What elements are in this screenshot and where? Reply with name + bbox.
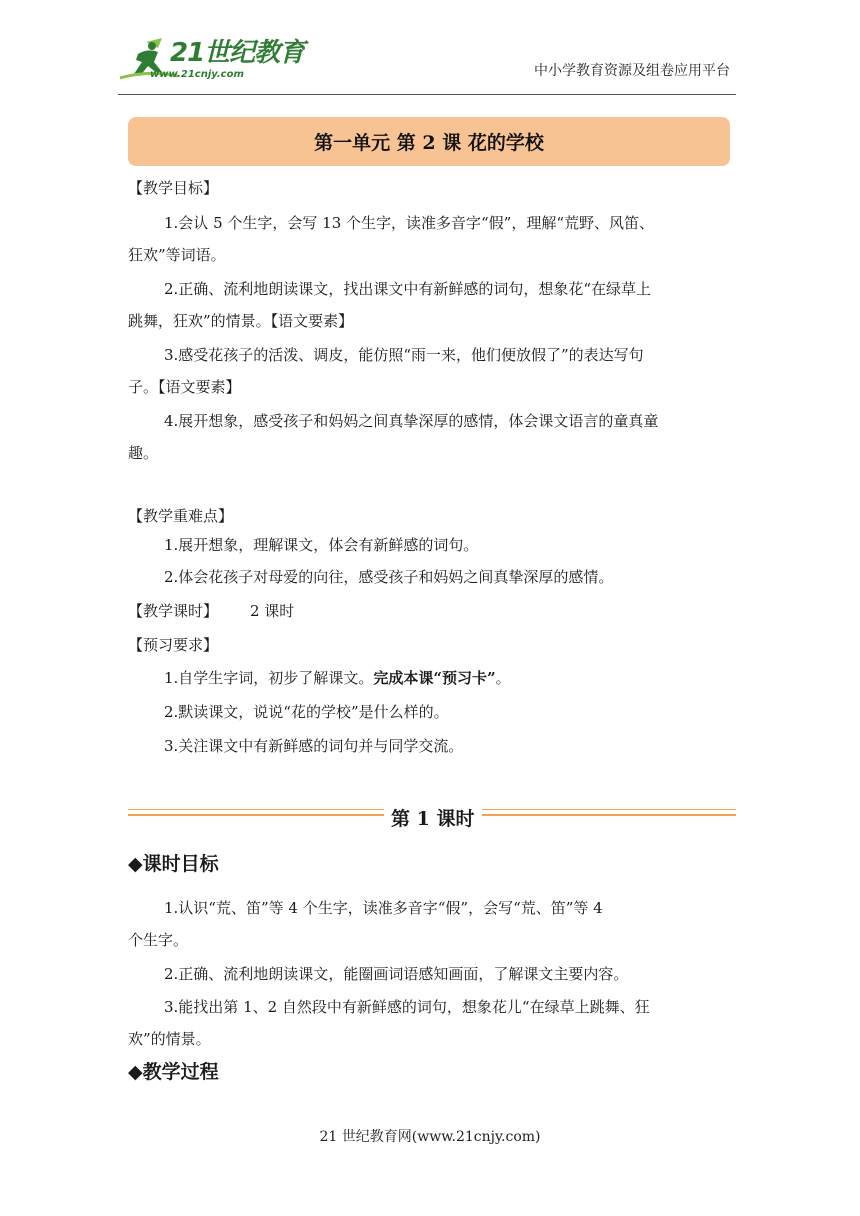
goal-line: 子。【语文要素】: [128, 378, 241, 396]
goal-line: 4.展开想象，感受孩子和妈妈之间真挚深厚的感情，体会课文语言的童真童: [164, 412, 659, 430]
preview-text: 1.自学生字词，初步了解课文。: [164, 669, 374, 687]
section-heading: 【教学重难点】: [128, 507, 234, 525]
objective-line: 3.能找出第 1、2 自然段中有新鲜感的词句，想象花儿“在绿草上跳舞、狂: [164, 998, 650, 1016]
goal-line: 趣。: [128, 444, 159, 462]
logo-url: www.21cnjy.com: [150, 69, 244, 80]
divider-right: [482, 806, 736, 816]
preview-line: [164, 668, 511, 688]
preview-emphasis: 完成本课“预习卡”: [373, 669, 496, 687]
objective-line: 1.认识“荒、笛”等 4 个生字，读准多音字“假”，会写“荒、笛”等 4: [164, 899, 603, 917]
objectives-section: [128, 898, 738, 1048]
preview-section: [128, 635, 738, 755]
class-hours-value: 2 课时: [250, 602, 295, 620]
page-footer: 21 世纪教育网(www.21cnjy.com): [319, 1129, 541, 1145]
goal-line: 跳舞，狂欢”的情景。【语文要素】: [128, 312, 354, 330]
title-banner: [128, 117, 730, 166]
goal-line: 2.正确、流利地朗读课文，找出课文中有新鲜感的词句，想象花“在绿草上: [164, 280, 651, 298]
page-title: 第一单元 第 2 课 花的学校: [314, 132, 544, 154]
platform-name: 中小学教育资源及组卷应用平台: [534, 63, 730, 79]
objectives-heading: ◆课时目标: [128, 853, 219, 875]
section-heading: 【预习要求】: [128, 636, 219, 654]
goal-line: 狂欢”等词语。: [128, 246, 226, 264]
objective-line: 欢”的情景。: [128, 1030, 211, 1048]
section-heading: 【教学课时】: [128, 602, 219, 620]
preview-line: 3.关注课文中有新鲜感的词句并与同学交流。: [164, 737, 464, 755]
logo-text: 21世纪教育: [170, 38, 305, 68]
section-heading: 【教学目标】: [128, 179, 219, 197]
keypoint-line: 1.展开想象，理解课文，体会有新鲜感的词句。: [164, 536, 479, 554]
preview-tail: 。: [495, 669, 511, 687]
lesson-title: 第 1 课时: [391, 808, 475, 830]
divider-left: [128, 806, 384, 816]
class-hours-row: [128, 601, 528, 623]
goal-line: 3.感受花孩子的活泼、调皮，能仿照“雨一来，他们便放假了”的表达写句: [164, 346, 644, 364]
teaching-goals-section: [128, 178, 738, 468]
goal-line: 1.会认 5 个生字，会写 13 个生字，读准多音字“假”，理解“荒野、风笛、: [164, 214, 655, 232]
key-points-section: [128, 506, 738, 586]
header-rule: [118, 94, 736, 95]
keypoint-line: 2.体会花孩子对母爱的向往，感受孩子和妈妈之间真挚深厚的感情。: [164, 568, 614, 586]
process-heading: ◆教学过程: [128, 1061, 219, 1083]
objective-line: 2.正确、流利地朗读课文，能圈画词语感知画面，了解课文主要内容。: [164, 965, 629, 983]
objective-line: 个生字。: [128, 931, 189, 949]
preview-line: 2.默读课文，说说“花的学校”是什么样的。: [164, 703, 449, 721]
